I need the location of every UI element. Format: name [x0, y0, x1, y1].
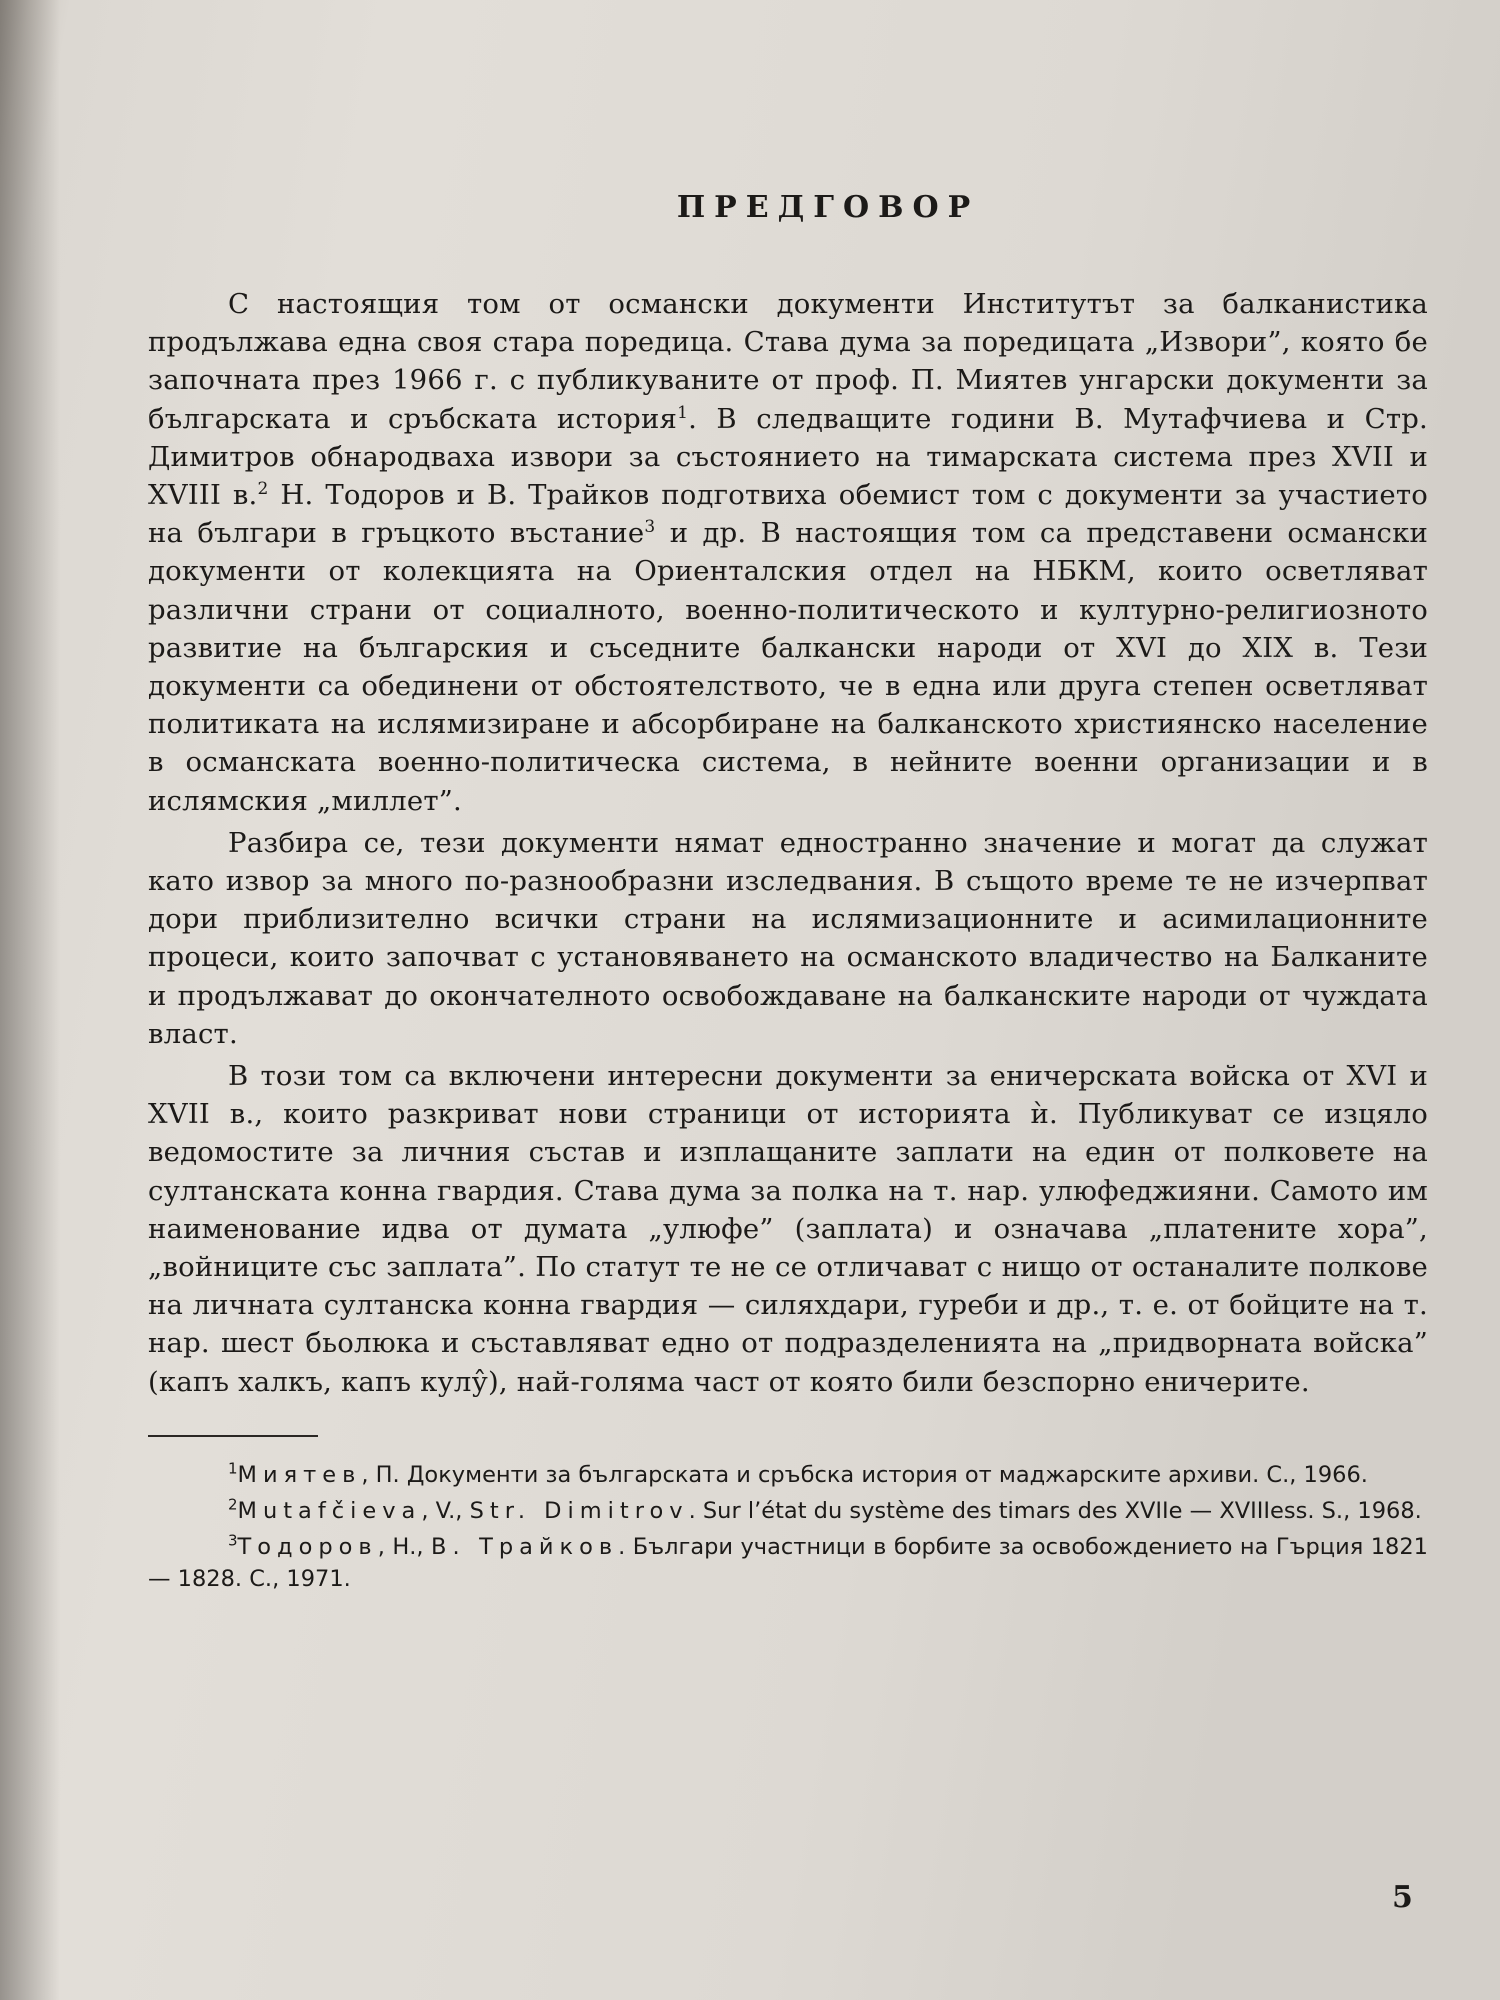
paragraph-1-part-a: С настоящия том от османски документи Институтът за балканистика продължава една своя стара поредица. Става дума за поредицата „Извори”, която бе започната през 1966 г. с публикуваните от проф. П. Миятев унгарски документи за българската и сръбската история: [148, 288, 1428, 435]
footnote-1-text: , П. Документи за българската и сръбска история от маджарските архиви. С., 1966.: [361, 1461, 1368, 1488]
footnote-2-author: Mutafčieva: [237, 1497, 422, 1524]
page-content: [148, 190, 1428, 1599]
footnote-2: [148, 1495, 1428, 1527]
paragraph-3: В този том са включени интересни документи за еничерската войска от XVI и XVII в., които разкриват нови страници от историята ѝ. Публикуват се изцяло ведомостите за личния състав и изплащаните заплати на един от полковете на султанската конна гвардия. Става дума за полка на т. нар. улюфеджияни. Самото им наименование идва от думата „улюфе” (заплата) и означава „платените хора”, „войниците със заплата”. По статут те не се отличават с нищо от останалите полкове на личната султанска конна гвардия — силяхдари, гуреби и др., т. е. от бойците на т. нар. шест бьолюка и съставляват едно от подразделенията на „придворната войска” (капъ халкъ, капъ кулу̂), най-голяма част от която били безспорно еничерите.: [148, 1060, 1428, 1398]
page-title: ПРЕДГОВОР: [676, 190, 980, 225]
paragraph-2: Разбира се, тези документи нямат едностранно значение и могат да служат като извор за много по-разнообразни изследвания. В същото време те не изчерпват дори приблизително всички страни на ислямизационните и асимилационните процеси, които започват с установяването на османското владичество на Балканите и продължават до окончателното освобождаване на балканските народи от чуждата власт.: [148, 826, 1428, 1050]
footnote-2-text: . Sur l’état du système des timars des XVIIe — XVIIIess. S., 1968.: [688, 1497, 1422, 1524]
footnote-3-author: Тодоров: [237, 1533, 378, 1560]
paragraph-1-part-d: и др. В настоящия том са представени османски документи от колекцията на Ориенталския отдел на НБКМ, които осветляват различни страни от социалното, военно-политическото и културно-религиозното развитие на българския и съседните балкански народи от XVI до XIX в. Тези документи са обединени от обстоятелството, че в една или друга степен осветляват политиката на ислямизиране и абсорбиране на балканското християнско население в османската военно-политическа система, в нейните военни организации и в ислямския „миллет”.: [148, 517, 1429, 817]
footnote-2-author-2: Str. Dimitrov: [469, 1497, 689, 1524]
paragraph-1: [148, 285, 1428, 820]
footnote-1-mark: 1: [228, 1459, 238, 1478]
paragraph-1-part-b: . В следващите години В. Мутафчиева и Стр. Димитров обнародваха извори за състоянието на тимарската система през XVII и XVIII в.: [148, 402, 1428, 512]
footnote-ref-2: 2: [257, 478, 269, 499]
footnote-3-text: . Българи участници в борбите за освобождението на Гърция 1821 — 1828. С., 1971.: [148, 1533, 1428, 1592]
footnote-2-mark: 2: [228, 1495, 238, 1514]
paragraph-1-part-c: Н. Тодоров и В. Трайков подготвиха обемист том с документи за участието на българи в гръцкото въстание: [148, 479, 1429, 550]
footnote-3: [148, 1531, 1428, 1595]
footnote-3-mark: 3: [228, 1531, 238, 1550]
footnote-divider: [148, 1435, 318, 1437]
binding-shadow: [0, 0, 60, 2000]
footnote-ref-1: 1: [677, 402, 689, 423]
footnote-1: [148, 1459, 1428, 1491]
footnote-3-separator: , Н.,: [377, 1533, 432, 1560]
page-number: 5: [1392, 1880, 1413, 1915]
footnote-1-author: Миятев: [237, 1461, 362, 1488]
footnote-3-author-2: В. Трайков: [431, 1533, 619, 1560]
footnote-ref-3: 3: [644, 517, 656, 538]
footnote-2-separator: , V.,: [421, 1497, 470, 1524]
